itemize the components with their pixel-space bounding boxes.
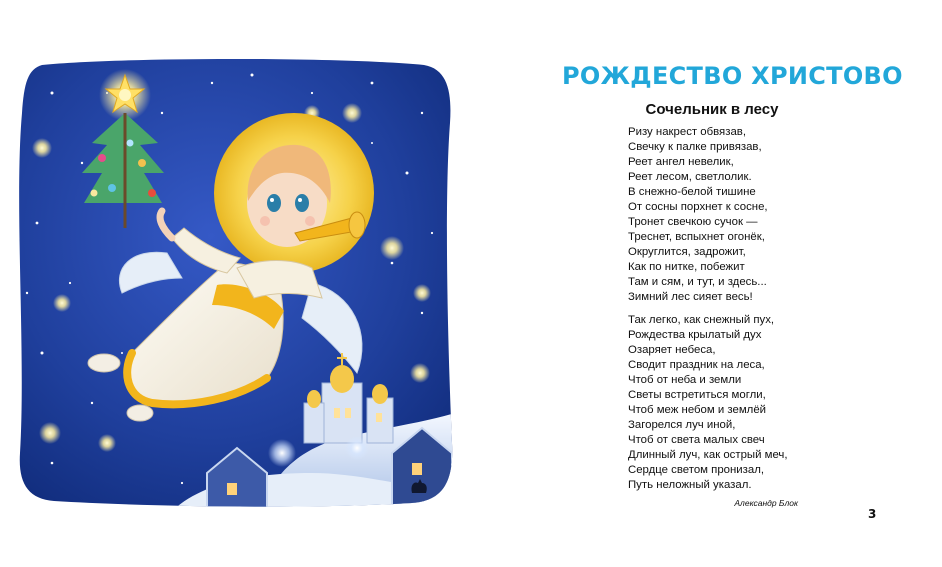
poem-line: Реет ангел невелик, [628,156,734,168]
poem-line: Там и сям, и тут, и здесь... [628,276,767,288]
poem-line: Путь неложный указал. [628,479,752,491]
poem-line: Чтоб меж небом и землёй [628,404,767,416]
poem-line: Округлится, задрожит, [628,246,746,258]
poem-stanza [628,313,788,493]
book-title: РОЖДЕСТВО ХРИСТОВО [562,62,903,90]
poem-line: Треснет, вспыхнет огонёк, [628,231,765,243]
poem-line: Ризу накрест обвязав, [628,126,746,138]
poem-line: Реет лесом, светлолик. [628,171,752,183]
poem-line: Тронет свечкою сучок — [628,216,758,228]
poem-line: Рождества крылатый дух [628,329,762,341]
poem-author: Александр Блок [734,498,798,508]
poem-line: Как по нитке, побежит [628,261,745,273]
poem-line: Длинный луч, как острый меч, [628,449,788,461]
poem-line: Светы встретиться могли, [628,389,766,401]
illustration-scene [12,53,455,511]
poem-line: От сосны порхнет к сосне, [628,201,768,213]
poem-line: Сводит праздник на леса, [628,359,765,371]
angel-illustration [12,53,455,511]
poem-line: Озаряет небеса, [628,344,716,356]
poem-line: Сердце светом пронизал, [628,464,765,476]
poem-line: Зимний лес сияет весь! [628,291,753,303]
poem-title: Сочельник в лесу [645,101,779,118]
poem-line: Свечку к палке привязав, [628,141,762,153]
page-number: 3 [868,507,877,521]
poem-line: В снежно-белой тишине [628,186,756,198]
poem-line: Чтоб от света малых свеч [628,434,765,446]
poem-stanza [628,125,768,305]
poem-line: Загорелся луч иной, [628,419,736,431]
poem-line: Так легко, как снежный пух, [628,314,775,326]
poem-line: Чтоб от неба и земли [628,374,742,386]
